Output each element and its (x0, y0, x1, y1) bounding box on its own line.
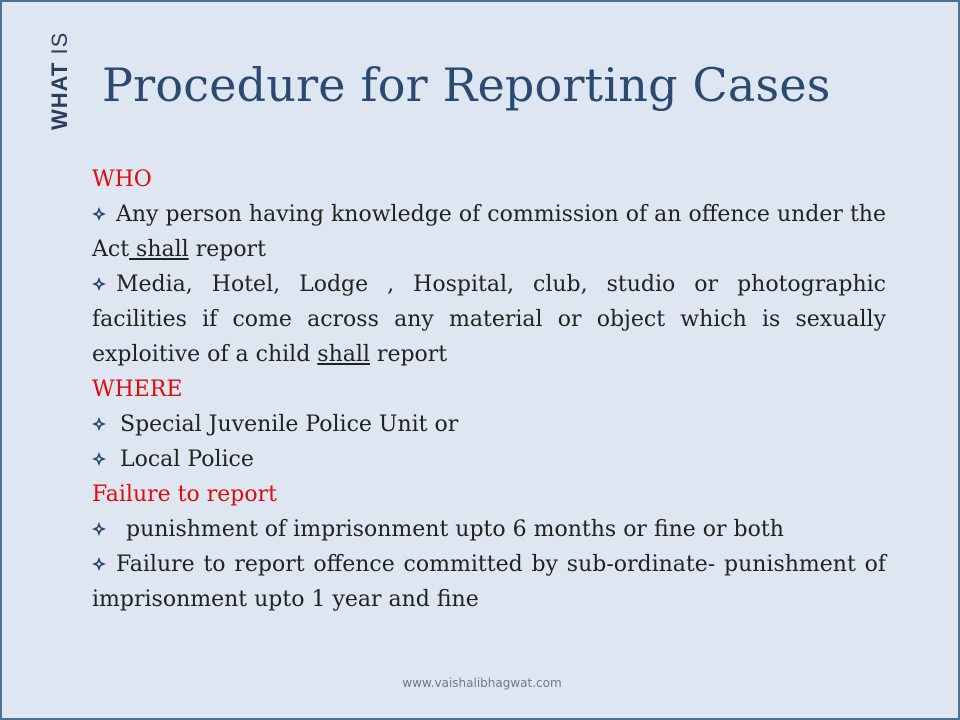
where-item-1-text: Special Juvenile Police Unit or (120, 412, 459, 437)
who-item-1-end: report (188, 237, 266, 262)
failure-item-2-text: Failure to report offence committed by sub-ordinate- punishment of imprisonment upto 1 year and fine (92, 552, 886, 612)
where-item-2-text: Local Police (120, 447, 254, 472)
side-tag-is: IS (47, 31, 72, 55)
who-heading: WHO (92, 167, 152, 192)
diamond-bullet-icon (92, 522, 106, 536)
failure-item-1 (92, 512, 886, 547)
diamond-bullet-icon (92, 452, 106, 466)
who-item-2-emphasis: shall (317, 342, 370, 367)
who-item-1 (92, 197, 886, 267)
side-tag (49, 32, 71, 130)
slide-content (92, 162, 886, 617)
diamond-bullet-icon (92, 557, 106, 571)
who-item-1-text: Any person having knowledge of commission of an offence under the Act (92, 202, 886, 262)
diamond-bullet-icon (92, 277, 106, 291)
who-item-2 (92, 267, 886, 372)
footer-url: www.vaishalibhagwat.com (402, 676, 562, 690)
failure-heading: Failure to report (92, 482, 277, 507)
diamond-bullet-icon (92, 417, 106, 431)
page-title: Procedure for Reporting Cases (102, 58, 831, 112)
failure-item-2 (92, 547, 886, 617)
failure-item-1-text: punishment of imprisonment upto 6 months or fine or both (126, 517, 784, 542)
side-tag-what: WHAT (47, 61, 72, 130)
where-heading: WHERE (92, 377, 183, 402)
who-item-2-end: report (369, 342, 448, 367)
diamond-bullet-icon (92, 207, 106, 221)
who-item-2-text: Media, Hotel, Lodge , Hospital, club, studio or photographic facilities if come across any material or object which is sexually exploitive of a child (92, 272, 886, 367)
where-item-2 (92, 442, 886, 477)
where-item-1 (92, 407, 886, 442)
who-item-1-emphasis: shall (129, 237, 189, 262)
